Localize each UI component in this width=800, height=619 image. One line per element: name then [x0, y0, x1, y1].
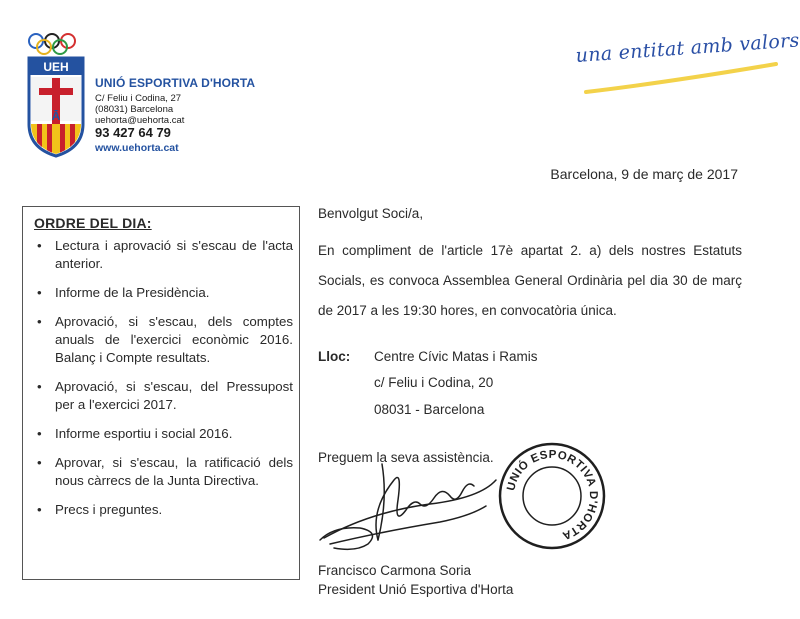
- stamp-text: UNIÓ ESPORTIVA D'HORTA: [505, 448, 600, 542]
- agenda-item: [31, 313, 293, 367]
- bullet-icon: •: [37, 314, 42, 329]
- agenda-item: [31, 284, 293, 302]
- agenda-list: [31, 237, 293, 530]
- slogan-swoosh: [580, 60, 780, 100]
- agenda-item: [31, 501, 293, 519]
- club-address-street: C/ Feliu i Codina, 27: [95, 93, 182, 104]
- location-venue: Centre Cívic Matas i Ramis: [374, 349, 538, 364]
- location-city: 08031 - Barcelona: [374, 402, 485, 417]
- club-address-city: (08031) Barcelona: [95, 104, 174, 115]
- agenda-item: [31, 378, 293, 414]
- bullet-icon: •: [37, 502, 42, 517]
- letter-date: Barcelona, 9 de març de 2017: [550, 166, 738, 182]
- agenda-item-text: Informe de la Presidència.: [55, 285, 210, 300]
- crest-letters: UEH: [43, 60, 69, 74]
- club-website: www.uehorta.cat: [95, 142, 179, 154]
- agenda-item-text: Aprovació, si s'escau, del Pressupost per a l'exercici 2017.: [55, 379, 293, 412]
- olympic-rings-icon: [27, 32, 87, 56]
- agenda-item-text: Informe esportiu i social 2016.: [55, 426, 233, 441]
- signer-name: Francisco Carmona Soria: [318, 563, 472, 578]
- agenda-item: [31, 237, 293, 273]
- agenda-item-text: Lectura i aprovació si s'escau de l'acta anterior.: [55, 238, 293, 271]
- crest-letter-a: Ā: [51, 109, 61, 123]
- bullet-icon: •: [37, 379, 42, 394]
- location-street: c/ Feliu i Codina, 20: [374, 375, 494, 390]
- agenda-item-text: Precs i preguntes.: [55, 502, 163, 517]
- club-email: uehorta@uehorta.cat: [95, 115, 185, 126]
- location-label: Lloc:: [318, 349, 351, 364]
- club-crest-logo: [27, 56, 85, 158]
- slogan: una entitat amb valors: [575, 29, 800, 67]
- agenda-item: [31, 454, 293, 490]
- club-stamp: [496, 440, 608, 552]
- signature-image: [310, 440, 510, 560]
- club-name: UNIÓ ESPORTIVA D'HORTA: [95, 76, 256, 90]
- agenda-item-text: Aprovar, si s'escau, la ratificació dels nous càrrecs de la Junta Directiva.: [55, 455, 293, 488]
- bullet-icon: •: [37, 238, 42, 253]
- agenda-box: [22, 206, 300, 580]
- bullet-icon: •: [37, 455, 42, 470]
- signer-title: President Unió Esportiva d'Horta: [318, 582, 514, 597]
- agenda-item: [31, 425, 293, 443]
- bullet-icon: •: [37, 426, 42, 441]
- letter-greeting: Benvolgut Soci/a,: [318, 206, 424, 221]
- club-phone: 93 427 64 79: [95, 125, 171, 140]
- agenda-title: ORDRE DEL DIA:: [34, 215, 152, 231]
- bullet-icon: •: [37, 285, 42, 300]
- letter-closing: Preguem la seva assistència.: [318, 450, 494, 465]
- letter-paragraph: En compliment de l'article 17è apartat 2. a) dels nostres Estatuts Socials, es convoca Assemblea General Ordinària pel dia 30 de març de 2017 a les 19:30 hores, en convocatòria única.: [318, 243, 742, 318]
- svg-text:UNIÓ ESPORTIVA D'HORTA: [505, 449, 599, 542]
- agenda-item-text: Aprovació, si s'escau, dels comptes anuals de l'exercici econòmic 2016. Balanç i Compte resultats.: [55, 314, 293, 365]
